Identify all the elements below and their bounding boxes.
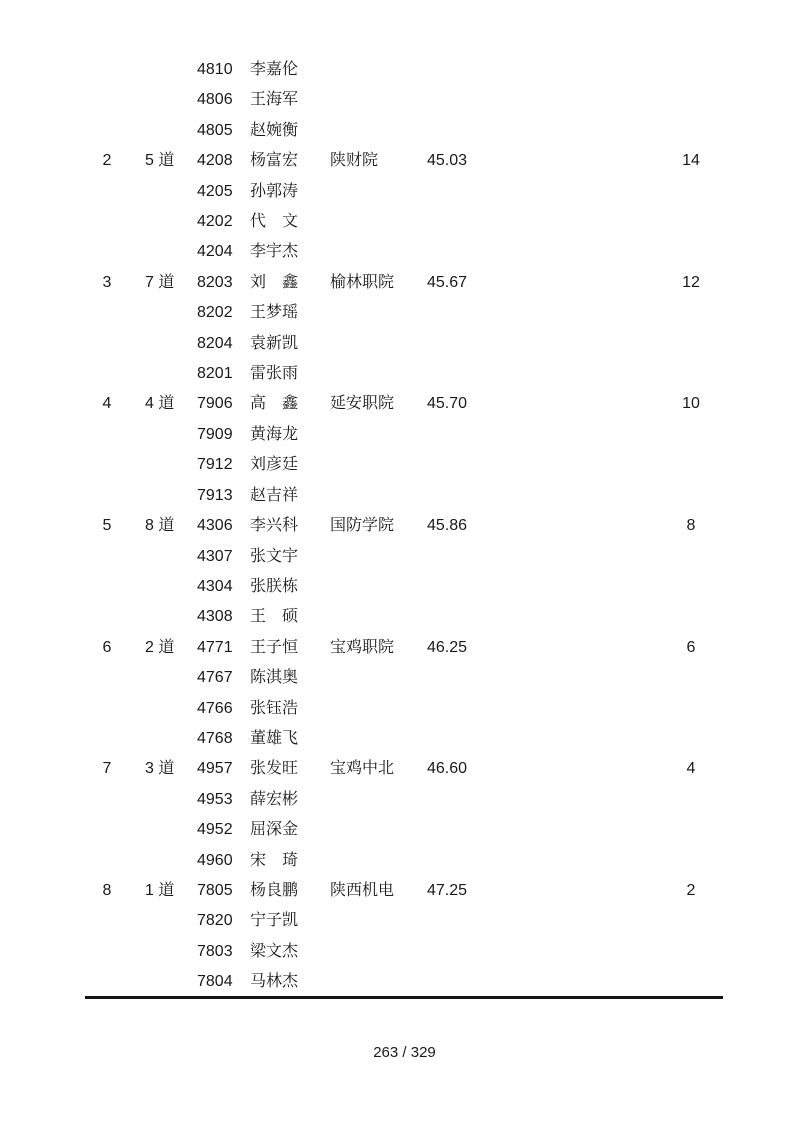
table-row [0, 389, 800, 419]
athlete-name-cell: 黄海龙 [250, 425, 299, 443]
school-cell: 宝鸡中北 [330, 760, 395, 778]
points-cell: 6 [686, 638, 696, 656]
rank-cell: 6 [102, 638, 112, 656]
time-cell: 45.70 [427, 395, 468, 413]
rank-cell: 2 [102, 152, 112, 170]
school-cell: 国防学院 [330, 517, 395, 535]
time-cell: 47.25 [427, 881, 468, 899]
athlete-name-cell: 宁子凯 [250, 912, 299, 930]
bib-number-cell: 4304 [197, 577, 233, 595]
table-row [0, 329, 800, 359]
school-cell: 陕西机电 [330, 881, 395, 899]
athlete-name-cell: 袁新凯 [250, 334, 299, 352]
athlete-name-cell: 孙郭涛 [250, 182, 299, 200]
athlete-name-cell: 王梦瑶 [250, 304, 299, 322]
school-cell: 延安职院 [330, 395, 395, 413]
bib-number-cell: 7805 [197, 881, 233, 899]
bib-number-cell: 4766 [197, 699, 233, 717]
rank-cell: 4 [102, 395, 112, 413]
bib-number-cell: 7913 [197, 486, 233, 504]
table-row [0, 815, 800, 845]
athlete-name-cell: 杨富宏 [250, 152, 299, 170]
time-cell: 45.03 [427, 152, 468, 170]
athlete-name-cell: 张朕栋 [250, 577, 299, 595]
points-cell: 8 [686, 517, 696, 535]
bib-number-cell: 4307 [197, 547, 233, 565]
table-row [0, 450, 800, 480]
athlete-name-cell: 高 鑫 [250, 395, 299, 413]
bib-number-cell: 8202 [197, 304, 233, 322]
bib-number-cell: 8204 [197, 334, 233, 352]
athlete-name-cell: 张钰浩 [250, 699, 299, 717]
rank-cell: 5 [102, 517, 112, 535]
bib-number-cell: 7820 [197, 912, 233, 930]
athlete-name-cell: 杨良鹏 [250, 881, 299, 899]
athlete-name-cell: 王海军 [250, 91, 299, 109]
bib-number-cell: 4208 [197, 152, 233, 170]
bib-number-cell: 4771 [197, 638, 233, 656]
athlete-name-cell: 赵吉祥 [250, 486, 299, 504]
school-cell: 榆林职院 [330, 273, 395, 291]
bib-number-cell: 4960 [197, 851, 233, 869]
athlete-name-cell: 宋 琦 [250, 851, 299, 869]
page-number: 263 / 329 [373, 1044, 436, 1061]
table-row [0, 420, 800, 450]
bib-number-cell: 7803 [197, 942, 233, 960]
results-table [0, 55, 800, 998]
athlete-name-cell: 李兴科 [250, 517, 299, 535]
lane-cell: 7 道 [145, 273, 175, 291]
athlete-name-cell: 刘彦廷 [250, 456, 299, 474]
bib-number-cell: 4957 [197, 760, 233, 778]
athlete-name-cell: 李嘉伦 [250, 61, 299, 78]
bib-number-cell: 7909 [197, 425, 233, 443]
athlete-name-cell: 张发旺 [250, 760, 299, 778]
rank-cell: 8 [102, 881, 112, 899]
points-cell: 4 [686, 760, 696, 778]
table-row [0, 116, 800, 146]
lane-cell: 8 道 [145, 517, 175, 535]
athlete-name-cell: 赵婉衡 [250, 121, 299, 139]
table-row [0, 572, 800, 602]
lane-cell: 4 道 [145, 395, 175, 413]
bib-number-cell: 8203 [197, 273, 233, 291]
athlete-name-cell: 雷张雨 [250, 365, 299, 383]
table-row [0, 542, 800, 572]
table-row [0, 298, 800, 328]
athlete-name-cell: 马林杰 [250, 973, 299, 991]
school-cell: 宝鸡职院 [330, 638, 395, 656]
table-row [0, 85, 800, 115]
athlete-name-cell: 陈淇奥 [250, 669, 299, 687]
table-row [0, 906, 800, 936]
lane-cell: 1 道 [145, 881, 175, 899]
table-row [0, 694, 800, 724]
athlete-name-cell: 王 硕 [250, 608, 299, 626]
table-row [0, 481, 800, 511]
table-row [0, 754, 800, 784]
table-row [0, 602, 800, 632]
table-row [0, 876, 800, 906]
table-row [0, 237, 800, 267]
bib-number-cell: 4308 [197, 608, 233, 626]
table-row [0, 268, 800, 298]
time-cell: 45.67 [427, 273, 468, 291]
bib-number-cell: 7906 [197, 395, 233, 413]
bib-number-cell: 4810 [197, 61, 233, 78]
table-row [0, 785, 800, 815]
points-cell: 2 [686, 881, 696, 899]
table-row [0, 359, 800, 389]
table-row [0, 724, 800, 754]
bib-number-cell: 4952 [197, 821, 233, 839]
time-cell: 46.25 [427, 638, 468, 656]
table-row [0, 937, 800, 967]
bib-number-cell: 8201 [197, 365, 233, 383]
bib-number-cell: 4768 [197, 729, 233, 747]
points-cell: 12 [682, 273, 700, 291]
bib-number-cell: 4204 [197, 243, 233, 261]
time-cell: 45.86 [427, 517, 468, 535]
athlete-name-cell: 张文宇 [250, 547, 299, 565]
athlete-name-cell: 屈深金 [250, 821, 299, 839]
athlete-name-cell: 刘 鑫 [250, 273, 299, 291]
table-row [0, 846, 800, 876]
bib-number-cell: 4202 [197, 213, 233, 231]
athlete-name-cell: 董雄飞 [250, 729, 299, 747]
athlete-name-cell: 李宇杰 [250, 243, 299, 261]
table-row [0, 177, 800, 207]
bib-number-cell: 4767 [197, 669, 233, 687]
rank-cell: 3 [102, 273, 112, 291]
table-row [0, 633, 800, 663]
bib-number-cell: 4953 [197, 790, 233, 808]
school-cell: 陕财院 [330, 152, 379, 170]
bib-number-cell: 4306 [197, 517, 233, 535]
table-bottom-rule [85, 996, 723, 999]
table-row [0, 663, 800, 693]
table-row [0, 967, 800, 997]
table-row [0, 55, 800, 85]
lane-cell: 2 道 [145, 638, 175, 656]
rank-cell: 7 [102, 760, 112, 778]
athlete-name-cell: 薛宏彬 [250, 790, 299, 808]
points-cell: 14 [682, 152, 700, 170]
athlete-name-cell: 梁文杰 [250, 942, 299, 960]
bib-number-cell: 4205 [197, 182, 233, 200]
athlete-name-cell: 王子恒 [250, 638, 299, 656]
lane-cell: 3 道 [145, 760, 175, 778]
table-row [0, 207, 800, 237]
table-row [0, 511, 800, 541]
bib-number-cell: 4806 [197, 91, 233, 109]
athlete-name-cell: 代 文 [250, 213, 299, 231]
table-row [0, 146, 800, 176]
points-cell: 10 [682, 395, 700, 413]
lane-cell: 5 道 [145, 152, 175, 170]
bib-number-cell: 7912 [197, 456, 233, 474]
bib-number-cell: 7804 [197, 973, 233, 991]
bib-number-cell: 4805 [197, 121, 233, 139]
time-cell: 46.60 [427, 760, 468, 778]
